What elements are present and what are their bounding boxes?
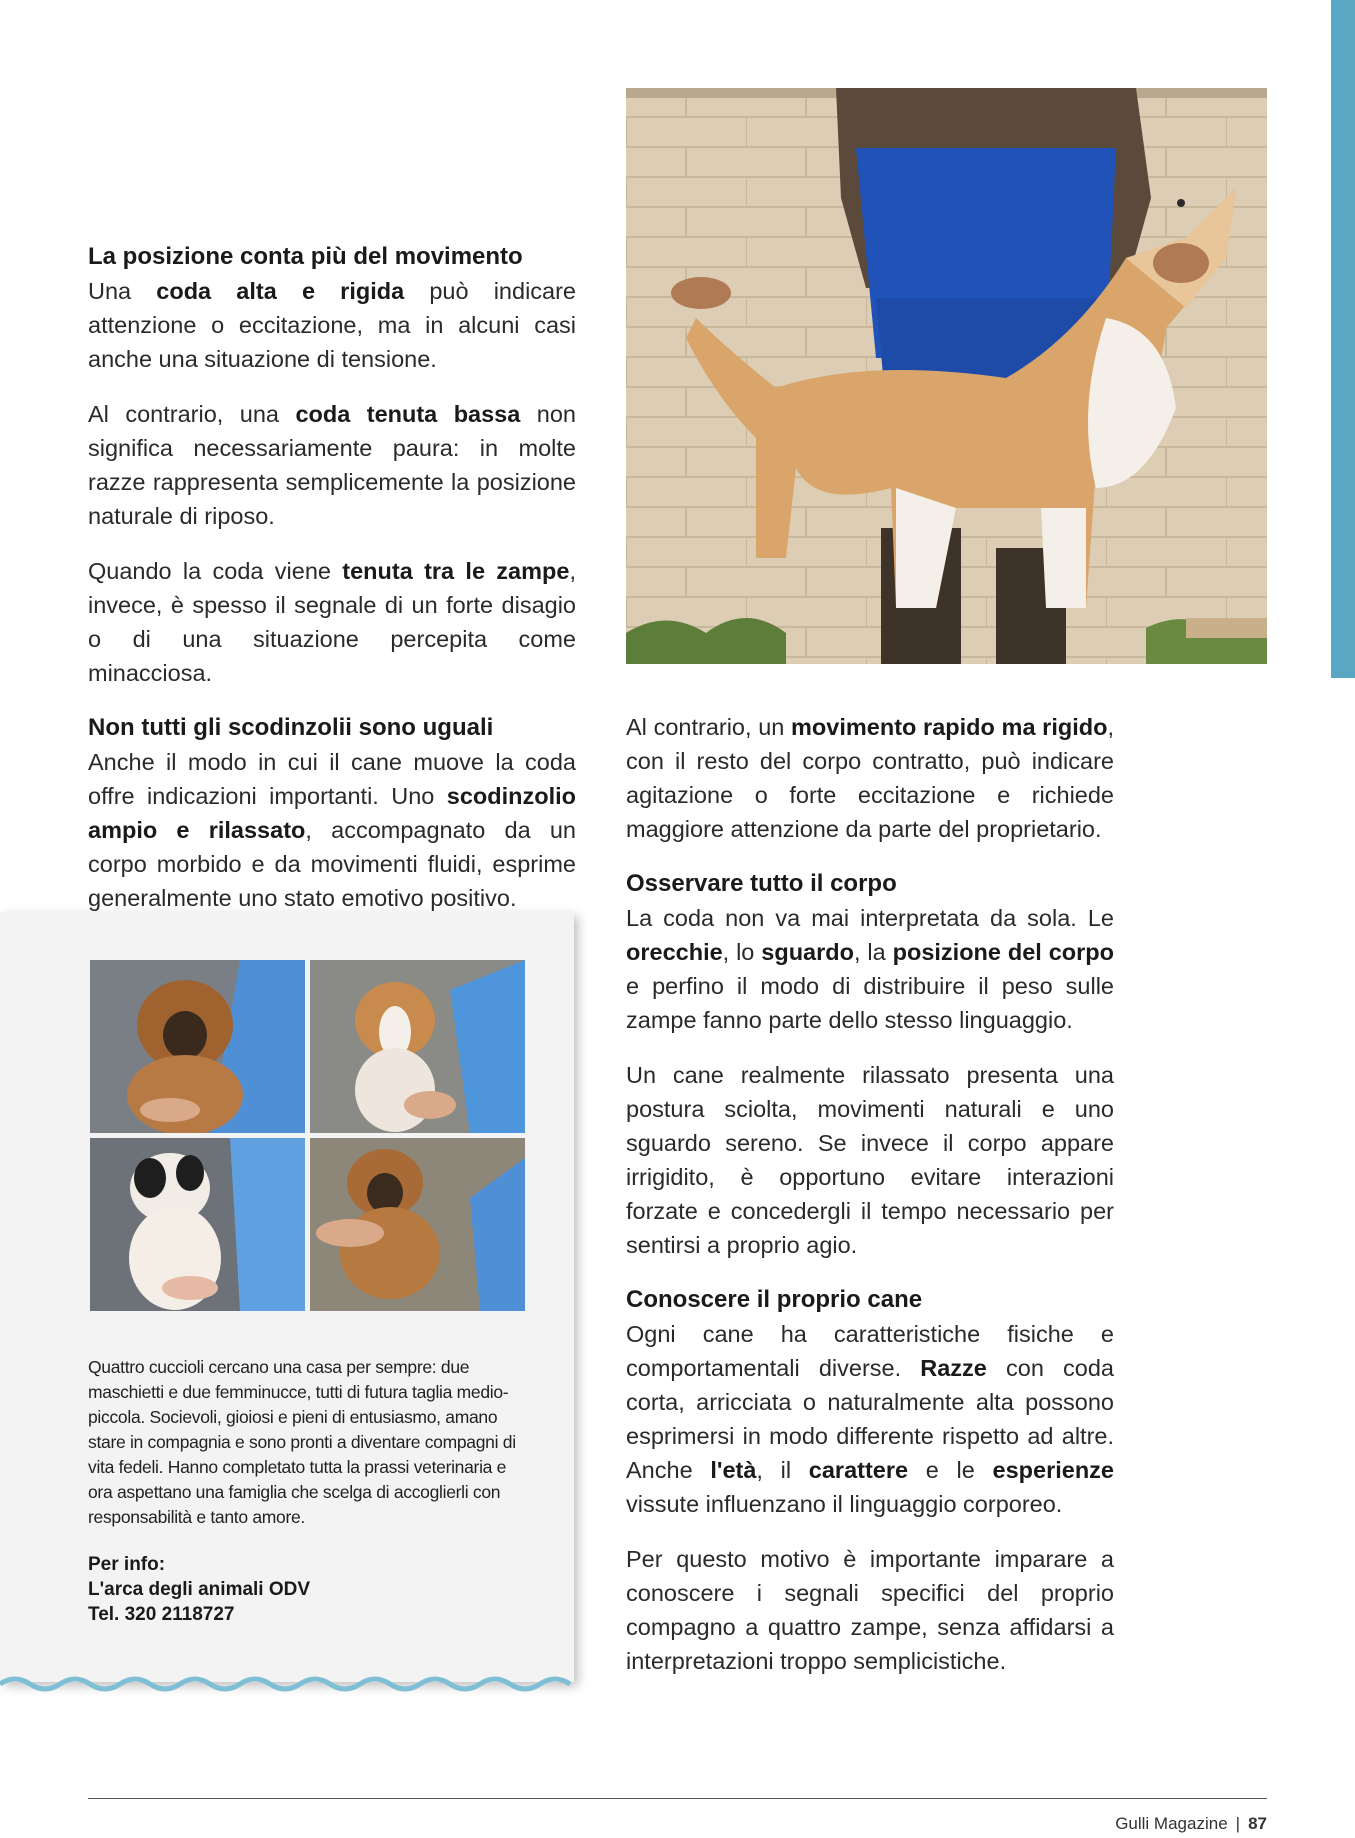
puppy-photo xyxy=(310,1138,525,1311)
puppy-photo xyxy=(90,1138,305,1311)
paragraph: Al contrario, una coda tenuta bassa non significa necessariamente paura: in molte razze rappresenta semplicemente la posizione naturale di riposo. xyxy=(88,401,576,529)
puppy-photo xyxy=(90,960,305,1133)
section-heading: Conoscere il proprio cane xyxy=(626,1286,923,1313)
section-heading: Non tutti gli scodinzolii sono uguali xyxy=(88,714,494,741)
puppy-photo xyxy=(310,960,525,1133)
page-footer xyxy=(1115,1814,1267,1834)
emphasis-text: orecchie xyxy=(626,939,723,965)
right-column xyxy=(626,710,1114,1699)
paragraph: Un cane realmente rilassato presenta una postura sciolta, movimenti naturali e uno sguardo sereno. Se invece il corpo appare irrigidito, è opportuno evitare interazioni forzate e concedergli il tempo necessario per sentirsi a proprio agio. xyxy=(626,1062,1114,1258)
paragraph: Una coda alta e rigida può indicare attenzione o eccitazione, ma in alcuni casi anche una situazione di tensione. xyxy=(88,278,577,372)
paragraph: Anche il modo in cui il cane muove la coda offre indicazioni importanti. Uno scodinzolio ampio e rilassato, accompagnato da un corpo morbido e da movimenti fluidi, esprime generalmente uno stato emotivo positivo. xyxy=(88,749,576,911)
edge-accent-tab xyxy=(1331,0,1355,678)
info-label: Per info: xyxy=(88,1554,166,1575)
magazine-name: Gulli Magazine xyxy=(1115,1814,1228,1833)
hero-dog-photo xyxy=(626,88,1267,664)
footer-rule xyxy=(88,1798,1267,1799)
emphasis-text: coda alta e rigida xyxy=(156,278,405,304)
adoption-description: Quattro cuccioli cercano una casa per sempre: due maschietti e due femminucce, tutti di futura taglia medio-piccola. Socievoli, gioiosi e pieni di entusiasmo, amano stare in compagnia e sono pronti a diventare compagni di vita fedeli. Hanno completato tutta la prassi veterinaria e ora aspettano una famiglia che scelga di accoglierli con responsabilità e tanto amore. xyxy=(88,1357,516,1527)
emphasis-text: esperienze xyxy=(992,1457,1114,1483)
emphasis-text: sguardo xyxy=(761,939,854,965)
section-heading: La posizione conta più del movimento xyxy=(88,243,523,270)
paragraph: Quando la coda viene tenuta tra le zampe, invece, è spesso il segnale di un forte disagio o di una situazione percepita come minacciosa. xyxy=(88,558,576,686)
left-column xyxy=(88,240,576,936)
emphasis-text: carattere xyxy=(808,1457,909,1483)
footer-separator: | xyxy=(1235,1814,1241,1833)
emphasis-text: coda tenuta bassa xyxy=(295,401,521,427)
paragraph: La coda non va mai interpretata da sola. Le orecchie, lo sguardo, la posizione del corpo e perfino il modo di distribuire il peso sulle zampe fanno parte dello stesso linguaggio. xyxy=(626,905,1114,1033)
organization-name: L'arca degli animali ODV xyxy=(88,1579,311,1600)
paragraph: Ogni cane ha caratteristiche fisiche e comportamentali diverse. Razze con coda corta, arricciata o naturalmente alta possono esprimersi in modo differente rispetto ad altre. Anche l'età, il carattere e le esperienze vissute influenzano il linguaggio corporeo. xyxy=(626,1321,1114,1517)
paragraph: Per questo motivo è importante imparare a conoscere i segnali specifici del proprio compagno a quattro zampe, senza affidarsi a interpretazioni troppo semplicistiche. xyxy=(626,1546,1114,1674)
emphasis-text: posizione del corpo xyxy=(892,939,1114,965)
emphasis-text: tenuta tra le zampe xyxy=(342,558,570,584)
emphasis-text: movimento rapido ma rigido xyxy=(791,714,1108,740)
dog-illustration xyxy=(626,88,1267,664)
adoption-contact xyxy=(88,1552,528,1627)
adoption-box xyxy=(0,912,574,1682)
page-number: 87 xyxy=(1248,1814,1267,1833)
paragraph: Al contrario, un movimento rapido ma rigido, con il resto del corpo contratto, può indicare agitazione o forte eccitazione e richiede maggiore attenzione da parte del proprietario. xyxy=(626,714,1114,842)
phone-number[interactable]: Tel. 320 2118727 xyxy=(88,1604,235,1625)
emphasis-text: scodinzolio ampio e rilassato xyxy=(88,783,576,843)
puppy-photo-grid xyxy=(90,960,526,1312)
section-heading: Osservare tutto il corpo xyxy=(626,870,897,897)
wave-border xyxy=(0,1670,580,1696)
emphasis-text: l'età xyxy=(710,1457,757,1483)
emphasis-text: Razze xyxy=(920,1355,987,1381)
